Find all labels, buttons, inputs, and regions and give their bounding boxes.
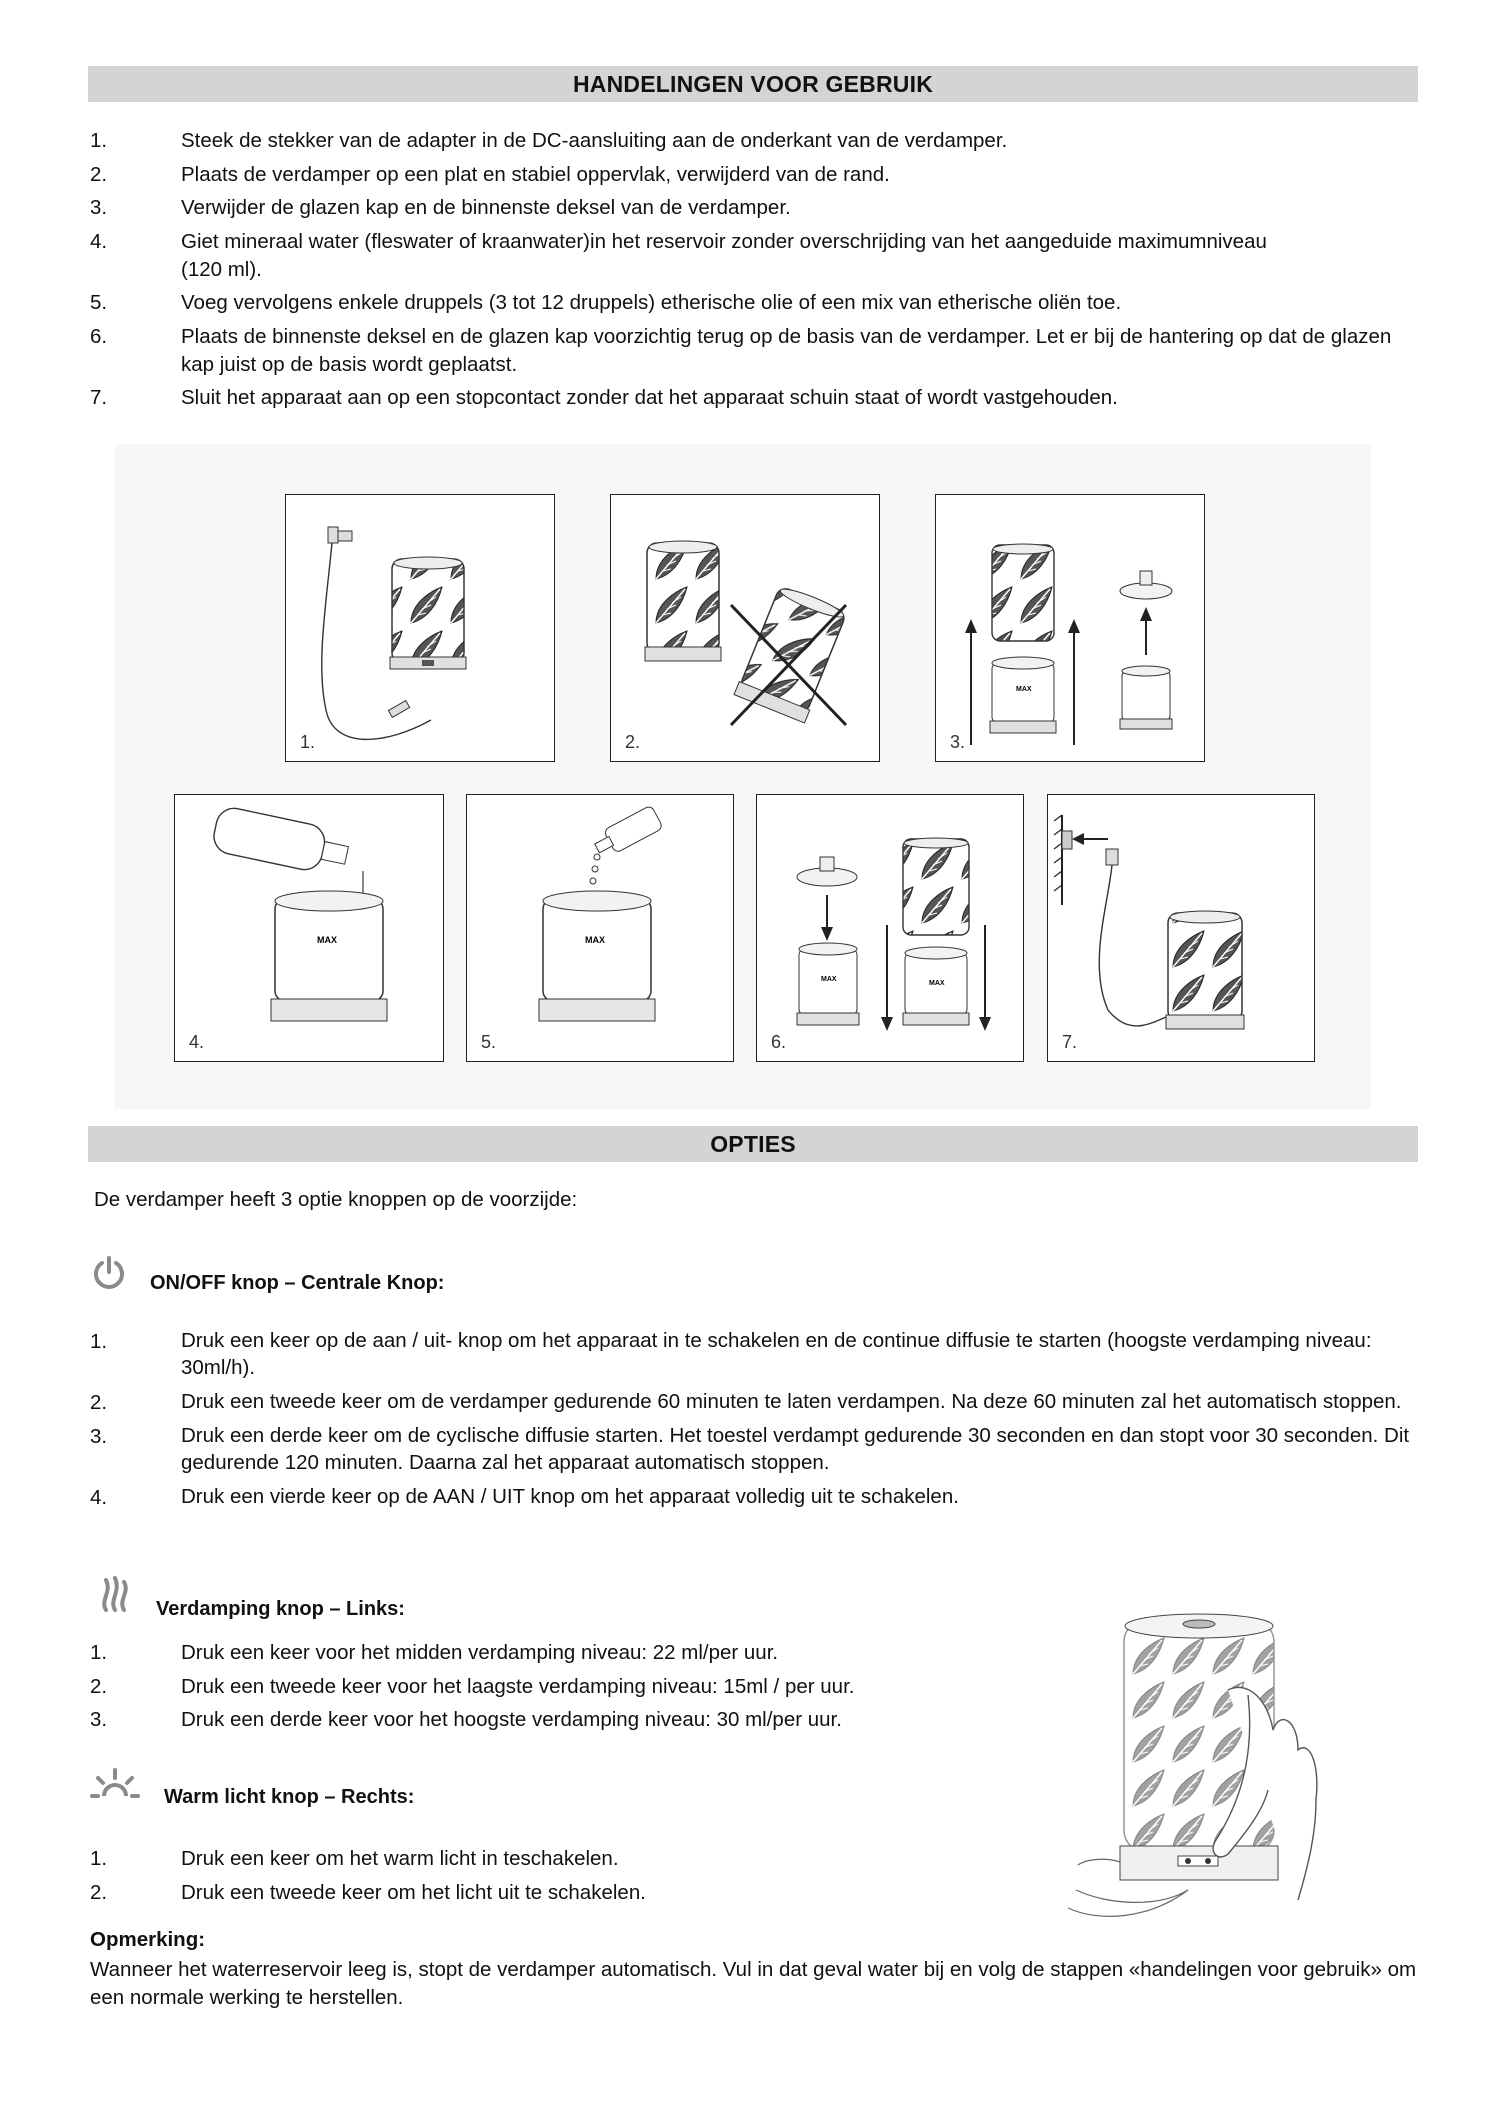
list-item	[88, 1386, 1418, 1418]
onoff-steps	[88, 1325, 1418, 1513]
list-item	[88, 1481, 1418, 1513]
onoff-heading: ON/OFF knop – Centrale Knop:	[150, 1272, 445, 1294]
step-panel-1	[285, 494, 555, 762]
panel-number: 2.	[625, 732, 641, 752]
diffuser-illustration	[175, 795, 443, 1061]
list-item	[88, 1325, 1418, 1384]
diffuser-illustration	[757, 795, 1023, 1061]
item-number: 7.	[90, 386, 108, 409]
item-text: Steek de stekker van de adapter in de DC-aansluiting aan de onderkant van de verdamper.	[181, 129, 1008, 152]
options-intro: De verdamper heeft 3 optie knoppen op de voorzijde:	[94, 1188, 578, 1211]
item-text: Giet mineraal water (fleswater of kraanwater)in het reservoir zonder overschrijding van het aangeduide maximumniveau (120 ml).	[181, 229, 1267, 281]
note-text: Wanneer het waterreservoir leeg is, stopt de verdamper automatisch. Vul in dat geval water bij en volg de stappen «handelingen voor gebruik» om een normale werking te herstellen.	[90, 1958, 1417, 2009]
item-text: Druk een derde keer voor het hoogste verdamping niveau: 30 ml/per uur.	[181, 1708, 842, 1731]
diffuser-hand-illustration	[1048, 1590, 1348, 1930]
item-number: 4.	[90, 1486, 108, 1509]
diffuser-illustration	[936, 495, 1204, 761]
light-icon	[90, 1766, 140, 1811]
steps-list	[88, 124, 1418, 415]
item-number: 3.	[90, 1425, 108, 1448]
step-panel-7	[1047, 794, 1315, 1062]
item-number: 1.	[90, 1641, 108, 1664]
diffuser-illustration	[1048, 795, 1314, 1061]
mist-steps	[88, 1636, 988, 1737]
item-number: 5.	[90, 291, 108, 314]
note-title: Opmerking:	[90, 1928, 206, 1951]
step-panel-2	[610, 494, 880, 762]
item-text: Druk een keer op de aan / uit- knop om het apparaat in te schakelen en de continue diffusie te starten (hoogste verdamping niveau: 30ml/h).	[181, 1329, 1372, 1379]
list-item	[88, 191, 1418, 225]
list-item	[88, 124, 1418, 158]
item-text: Druk een derde keer om de cyclische diffusie starten. Het toestel verdampt gedurende 30 seconden en dan stopt voor 30 seconden. Dit gedurende 120 minuten. Daarna zal het apparaat automatisch stoppen.	[181, 1424, 1410, 1474]
list-item	[88, 1636, 988, 1670]
item-text: Voeg vervolgens enkele druppels (3 tot 12 druppels) etherische olie of een mix van etherische oliën toe.	[181, 291, 1122, 314]
mist-heading: Verdamping knop – Links:	[156, 1598, 405, 1620]
step-panel-5	[466, 794, 734, 1062]
svg-text:MAX: MAX	[1016, 686, 1032, 693]
list-item	[88, 286, 1418, 320]
item-number: 2.	[90, 1674, 108, 1698]
svg-text:MAX: MAX	[821, 976, 837, 983]
item-text: Druk een keer voor het midden verdamping niveau: 22 ml/per uur.	[181, 1641, 779, 1664]
item-text: Druk een tweede keer om het licht uit te schakelen.	[181, 1880, 646, 1904]
panel-number: 7.	[1062, 1032, 1078, 1052]
item-text: Verwijder de glazen kap en de binnenste deksel van de verdamper.	[181, 196, 791, 219]
item-text: Plaats de binnenste deksel en de glazen kap voorzichtig terug op de basis van de verdamper. Let er bij de hantering op dat de glazen kap juist op de basis wordt geplaatst.	[181, 324, 1392, 376]
list-item	[88, 158, 1418, 192]
svg-text:MAX: MAX	[317, 935, 337, 945]
panel-number: 6.	[771, 1032, 787, 1052]
diffuser-illustration	[611, 495, 879, 761]
item-number: 1.	[90, 129, 108, 152]
panel-number: 4.	[189, 1032, 205, 1052]
panel-number: 5.	[481, 1032, 497, 1052]
item-text: Sluit het apparaat aan op een stopcontact zonder dat het apparaat schuin staat of wordt vastgehouden.	[181, 386, 1118, 409]
list-item	[88, 381, 1418, 415]
power-icon	[90, 1254, 128, 1297]
list-item	[88, 1876, 988, 1910]
item-text: Druk een tweede keer voor het laagste verdamping niveau: 15ml / per uur.	[181, 1674, 855, 1698]
item-number: 1.	[90, 1330, 108, 1353]
item-number: 3.	[90, 1708, 108, 1731]
step-panel-3	[935, 494, 1205, 762]
light-steps	[88, 1842, 988, 1909]
section-title-opties: OPTIES	[88, 1126, 1418, 1162]
item-text: Druk een keer om het warm licht in teschakelen.	[181, 1847, 619, 1870]
list-item	[88, 225, 1418, 287]
svg-text:MAX: MAX	[929, 980, 945, 987]
list-item	[88, 1703, 988, 1737]
item-text: Druk een vierde keer op de AAN / UIT knop om het apparaat volledig uit te schakelen.	[181, 1485, 959, 1508]
list-item	[88, 1670, 988, 1704]
item-number: 2.	[90, 1880, 108, 1904]
item-number: 2.	[90, 1391, 108, 1414]
item-number: 3.	[90, 196, 108, 219]
item-number: 2.	[90, 162, 108, 186]
list-item	[88, 1420, 1418, 1479]
item-text: Plaats de verdamper op een plat en stabiel oppervlak, verwijderd van de rand.	[181, 162, 890, 186]
list-item	[88, 1842, 988, 1876]
panel-number: 1.	[300, 732, 316, 752]
item-number: 1.	[90, 1847, 108, 1870]
svg-text:MAX: MAX	[585, 935, 605, 945]
panel-number: 3.	[950, 732, 966, 752]
item-number: 4.	[90, 229, 108, 253]
list-item	[88, 320, 1418, 382]
item-number: 6.	[90, 324, 108, 348]
item-text: Druk een tweede keer om de verdamper gedurende 60 minuten te laten verdampen. Na deze 60 minuten zal het automatisch stoppen.	[181, 1390, 1402, 1413]
mist-icon	[98, 1570, 134, 1621]
step-panel-4	[174, 794, 444, 1062]
diffuser-illustration	[286, 495, 554, 761]
diffuser-illustration	[467, 795, 733, 1061]
step-panel-6	[756, 794, 1024, 1062]
section-title-handelingen: HANDELINGEN VOOR GEBRUIK	[88, 66, 1418, 102]
light-heading: Warm licht knop – Rechts:	[164, 1786, 415, 1808]
